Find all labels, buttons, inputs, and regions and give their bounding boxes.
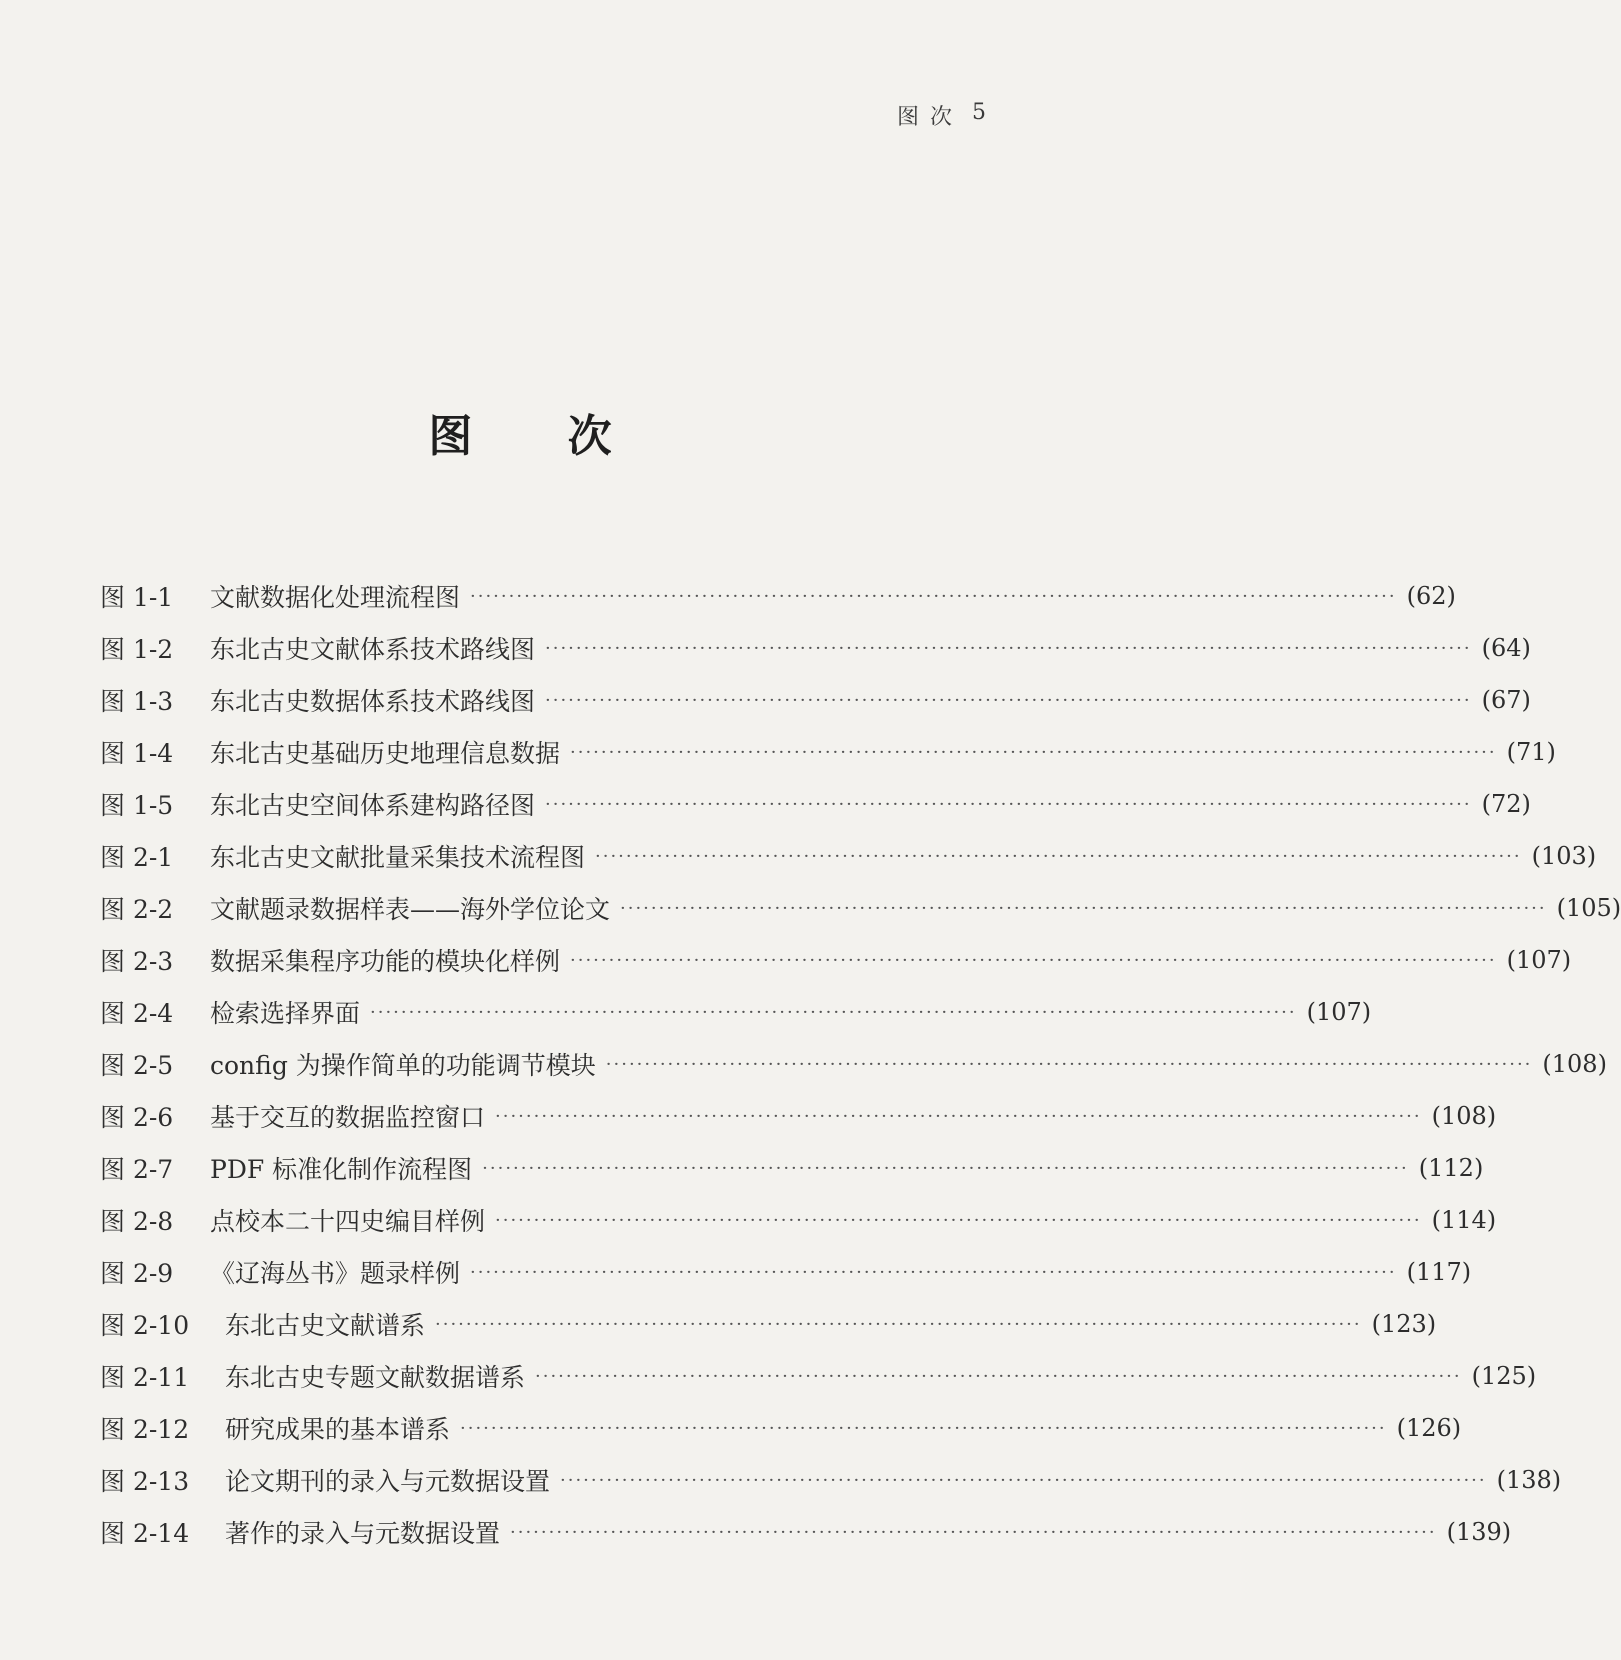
figure-title: 数据采集程序功能的模块化样例 — [210, 947, 561, 976]
dot-leader: ························································································································ — [545, 637, 1472, 659]
figure-title: 东北古史基础历史地理信息数据 — [210, 739, 561, 768]
page-title: 图 次 — [428, 411, 652, 462]
figure-page-number: (62) — [1406, 582, 1456, 610]
figure-page-number: (67) — [1481, 686, 1531, 714]
figure-title: 论文期刊的录入与元数据设置 — [225, 1467, 551, 1496]
figure-number: 图 1-4 — [100, 739, 174, 768]
figure-number: 图 2-9 — [100, 1259, 174, 1288]
dot-leader: ························································································································ — [620, 897, 1547, 919]
figure-number: 图 2-1 — [100, 843, 174, 872]
figure-list-item — [100, 778, 1531, 830]
figure-page-number: (105) — [1556, 894, 1621, 922]
figure-title: 文献题录数据样表——海外学位论文 — [210, 895, 611, 924]
figure-page-number: (71) — [1506, 738, 1556, 766]
running-head — [897, 100, 988, 131]
figure-title: 东北古史专题文献数据谱系 — [225, 1363, 526, 1392]
figure-page-number: (123) — [1371, 1310, 1437, 1338]
figure-list-item — [100, 1402, 1462, 1454]
figure-page-number: (108) — [1542, 1050, 1607, 1078]
figure-title: 著作的录入与元数据设置 — [225, 1519, 501, 1548]
figure-number: 图 2-5 — [100, 1051, 174, 1080]
figure-number: 图 2-4 — [100, 999, 174, 1028]
figure-title: 东北古史数据体系技术路线图 — [210, 687, 536, 716]
figure-number: 图 2-14 — [100, 1519, 190, 1548]
dot-leader: ························································································································ — [482, 1157, 1409, 1179]
dot-leader: ························································································································ — [545, 793, 1472, 815]
figure-list-item — [100, 674, 1531, 726]
dot-leader: ························································································································ — [435, 1313, 1362, 1335]
figure-list-item — [100, 1454, 1562, 1506]
figure-number: 图 2-10 — [100, 1311, 190, 1340]
figure-number: 图 1-2 — [100, 635, 174, 664]
dot-leader: ························································································································ — [495, 1209, 1422, 1231]
figure-list-item — [100, 986, 1372, 1038]
dot-leader: ························································································································ — [370, 1001, 1297, 1023]
figure-list-item — [100, 830, 1597, 882]
figure-page-number: (125) — [1471, 1362, 1537, 1390]
dot-leader: ························································································································ — [545, 689, 1472, 711]
figure-number: 图 1-5 — [100, 791, 174, 820]
figure-number: 图 2-8 — [100, 1207, 174, 1236]
figure-page-number: (117) — [1406, 1258, 1472, 1286]
figure-title: 检索选择界面 — [210, 999, 361, 1028]
dot-leader: ························································································································ — [595, 845, 1522, 867]
figure-list-item — [100, 1090, 1497, 1142]
figure-title: 文献数据化处理流程图 — [210, 583, 461, 612]
dot-leader: ························································································································ — [535, 1365, 1462, 1387]
figure-page-number: (64) — [1481, 634, 1531, 662]
dot-leader: ························································································································ — [470, 1261, 1397, 1283]
figure-page-number: (107) — [1506, 946, 1572, 974]
figure-list-item — [100, 1142, 1484, 1194]
dot-leader: ························································································································ — [460, 1417, 1387, 1439]
figure-list-item — [100, 934, 1572, 986]
figure-list-item — [100, 570, 1456, 622]
figure-list — [100, 570, 1621, 1558]
figure-number: 图 2-12 — [100, 1415, 190, 1444]
figure-number: 图 2-3 — [100, 947, 174, 976]
figure-title: 东北古史空间体系建构路径图 — [210, 791, 536, 820]
figure-page-number: (126) — [1396, 1414, 1462, 1442]
running-head-label: 图 次 — [897, 105, 954, 130]
figure-title: 东北古史文献批量采集技术流程图 — [210, 843, 586, 872]
figure-number: 图 2-13 — [100, 1467, 190, 1496]
dot-leader: ························································································································ — [510, 1521, 1437, 1543]
dot-leader: ························································································································ — [570, 949, 1497, 971]
figure-page-number: (108) — [1431, 1102, 1497, 1130]
figure-title: PDF 标准化制作流程图 — [210, 1155, 473, 1184]
figure-list-item — [100, 726, 1556, 778]
figure-list-item — [100, 1038, 1607, 1090]
dot-leader: ························································································································ — [495, 1105, 1422, 1127]
figure-page-number: (139) — [1446, 1518, 1512, 1546]
figure-number: 图 2-2 — [100, 895, 174, 924]
figure-page-number: (138) — [1496, 1466, 1562, 1494]
figure-number: 图 2-11 — [100, 1363, 190, 1392]
dot-leader: ························································································································ — [605, 1053, 1533, 1075]
figure-title: config 为操作简单的功能调节模块 — [210, 1051, 596, 1080]
figure-title: 东北古史文献谱系 — [225, 1311, 426, 1340]
figure-number: 图 1-3 — [100, 687, 174, 716]
figure-list-item — [100, 1194, 1497, 1246]
figure-title: 点校本二十四史编目样例 — [210, 1207, 486, 1236]
figure-page-number: (107) — [1306, 998, 1372, 1026]
figure-list-item — [100, 1298, 1437, 1350]
figure-page-number: (103) — [1531, 842, 1597, 870]
dot-leader: ························································································································ — [570, 741, 1497, 763]
figure-list-item — [100, 622, 1531, 674]
figure-number: 图 2-7 — [100, 1155, 174, 1184]
dot-leader: ························································································································ — [560, 1469, 1487, 1491]
figure-list-item — [100, 1350, 1537, 1402]
figure-title: 研究成果的基本谱系 — [225, 1415, 451, 1444]
figure-title: 东北古史文献体系技术路线图 — [210, 635, 536, 664]
figure-list-item — [100, 1246, 1472, 1298]
dot-leader: ························································································································ — [470, 585, 1397, 607]
figure-title: 基于交互的数据监控窗口 — [210, 1103, 486, 1132]
figure-page-number: (114) — [1431, 1206, 1497, 1234]
figure-title: 《辽海丛书》题录样例 — [210, 1259, 461, 1288]
figure-number: 图 1-1 — [100, 583, 174, 612]
figure-page-number: (112) — [1418, 1154, 1484, 1182]
figure-list-item — [100, 882, 1621, 934]
figure-list-item — [100, 1506, 1512, 1558]
figure-number: 图 2-6 — [100, 1103, 174, 1132]
figure-page-number: (72) — [1481, 790, 1531, 818]
running-head-page-number: 5 — [972, 100, 988, 125]
